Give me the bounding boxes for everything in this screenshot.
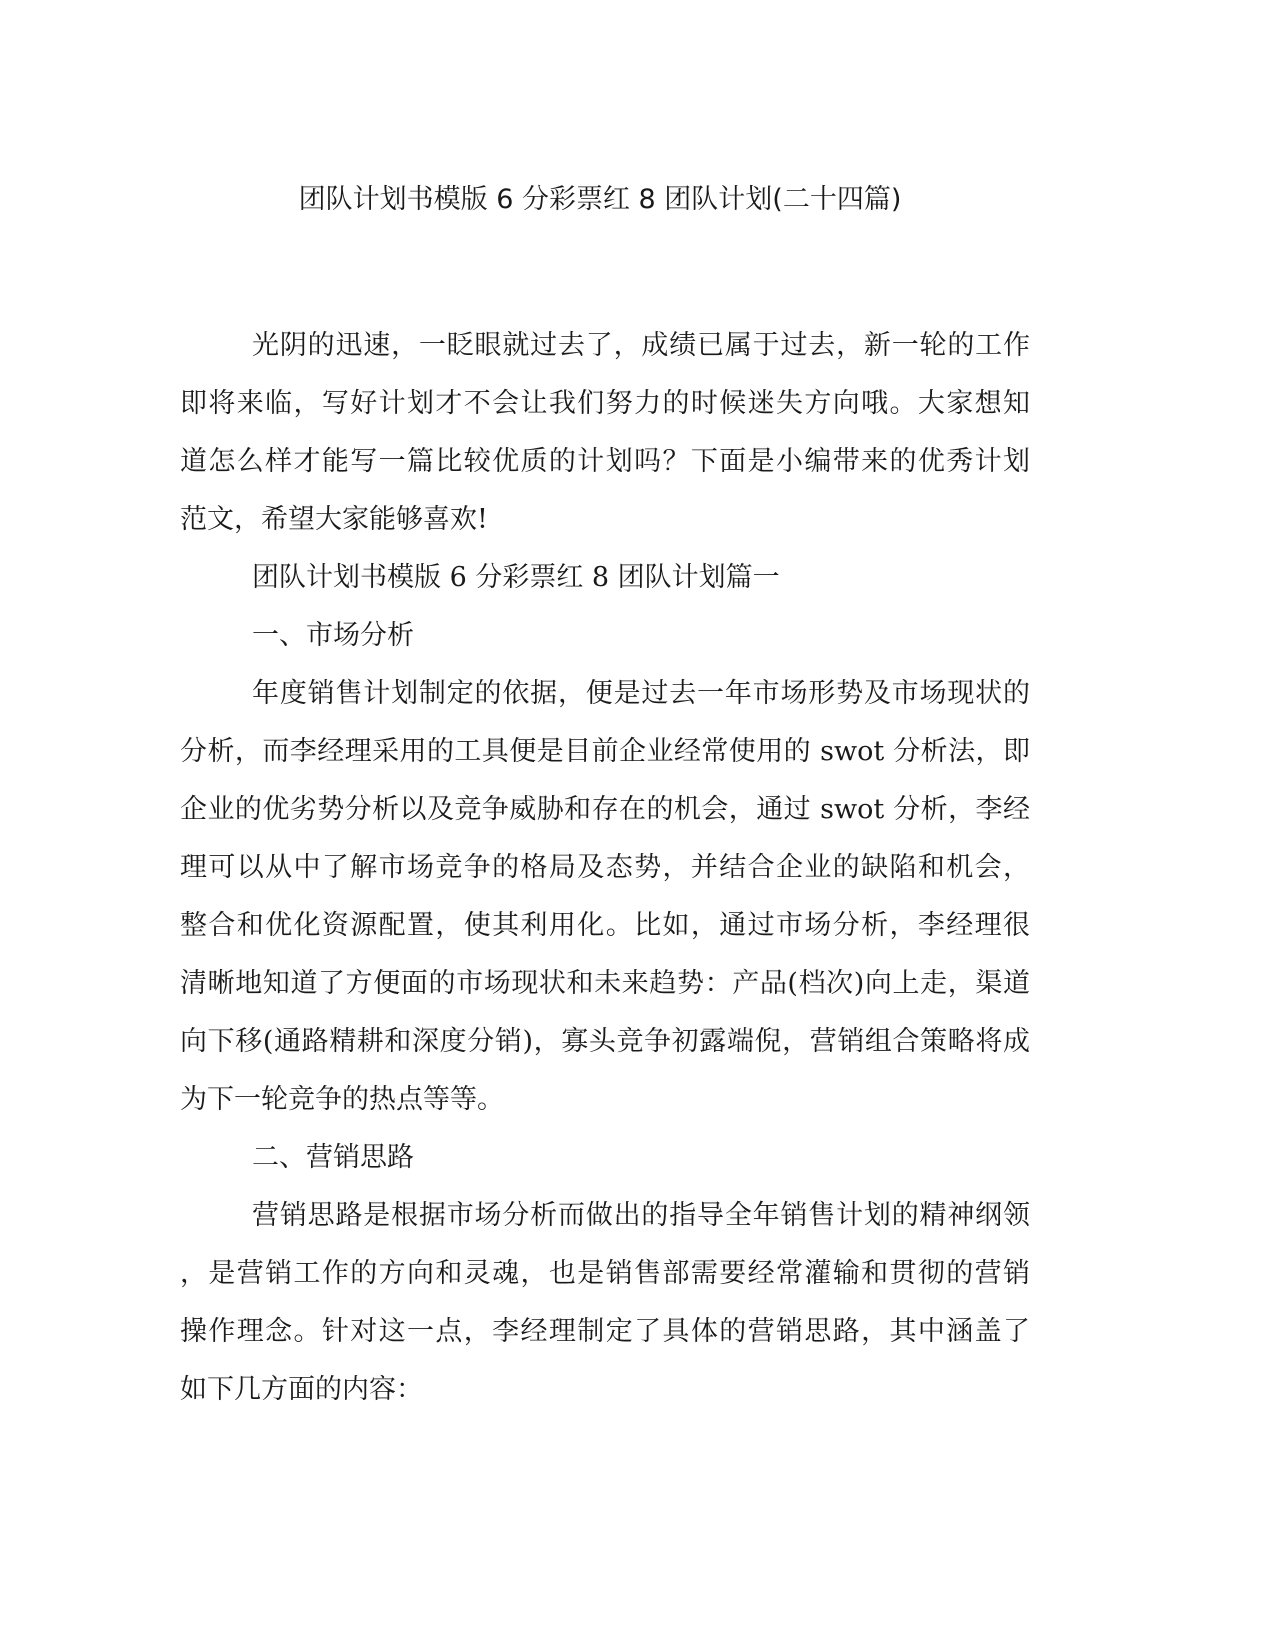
paragraph-line: 营销思路是根据市场分析而做出的指导全年销售计划的精神纲领 — [252, 1200, 1030, 1231]
paragraph-line: 即将来临，写好计划才不会让我们努力的时候迷失方向哦。大家想知 — [180, 388, 1030, 419]
paragraph-line: 分析，而李经理采用的工具便是目前企业经常使用的 swot 分析法，即 — [180, 736, 1030, 767]
paragraph-line: 道怎么样才能写一篇比较优质的计划吗？下面是小编带来的优秀计划 — [180, 446, 1030, 477]
document-title: 团队计划书模版 6 分彩票红 8 团队计划(二十四篇) — [298, 184, 902, 215]
paragraph-line: 范文，希望大家能够喜欢! — [180, 504, 488, 535]
section-heading: 团队计划书模版 6 分彩票红 8 团队计划篇一 — [252, 562, 780, 593]
paragraph-line: 整合和优化资源配置，使其利用化。比如，通过市场分析，李经理很 — [180, 910, 1030, 941]
section-heading: 二、营销思路 — [252, 1142, 414, 1173]
section-heading: 一、市场分析 — [252, 620, 414, 651]
paragraph-line: 年度销售计划制定的依据，便是过去一年市场形势及市场现状的 — [252, 678, 1030, 709]
paragraph-line: 向下移(通路精耕和深度分销)，寡头竞争初露端倪，营销组合策略将成 — [180, 1026, 1030, 1057]
paragraph-line: 如下几方面的内容： — [180, 1374, 423, 1405]
paragraph-line: 企业的优劣势分析以及竞争威胁和存在的机会，通过 swot 分析，李经 — [180, 794, 1030, 825]
paragraph-line: 光阴的迅速，一眨眼就过去了，成绩已属于过去，新一轮的工作 — [252, 330, 1030, 361]
paragraph-line: 操作理念。针对这一点，李经理制定了具体的营销思路，其中涵盖了 — [180, 1316, 1030, 1347]
paragraph-line: 理可以从中了解市场竞争的格局及态势，并结合企业的缺陷和机会， — [180, 852, 1030, 883]
document-body — [180, 317, 1030, 1419]
paragraph-line: 清晰地知道了方便面的市场现状和未来趋势：产品(档次)向上走，渠道 — [180, 968, 1030, 999]
paragraph-line: 为下一轮竞争的热点等等。 — [180, 1084, 504, 1115]
paragraph-line: ，是营销工作的方向和灵魂，也是销售部需要经常灌输和贯彻的营销 — [180, 1258, 1030, 1289]
